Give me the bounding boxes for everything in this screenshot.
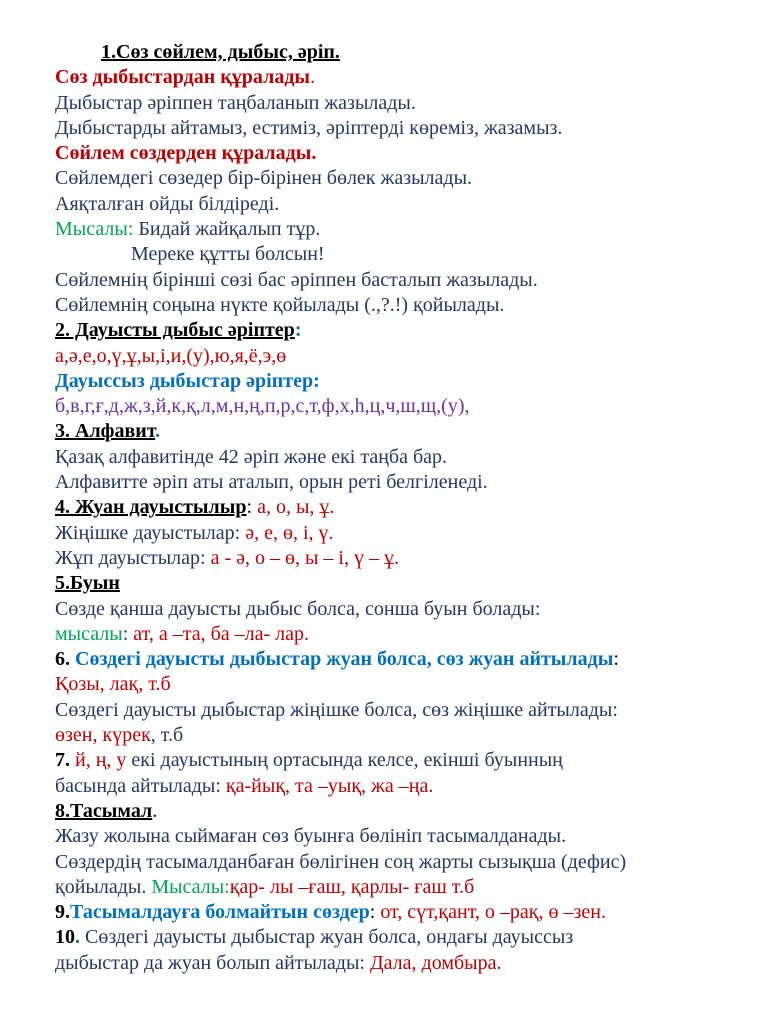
punctuation: . bbox=[155, 420, 161, 443]
section-7-number: 7. bbox=[55, 749, 75, 772]
rule-text: Сөз дыбыстардан құралады bbox=[55, 66, 311, 89]
section-5-example bbox=[55, 622, 748, 647]
punctuation: : bbox=[369, 901, 381, 924]
section-7-text: басында айтылады: bbox=[55, 774, 226, 797]
paired-vowels-label: Жұп дауыстылар: bbox=[55, 546, 211, 569]
section-1-line-2: Дыбыстар әріппен таңбаланып жазылады. bbox=[55, 91, 416, 114]
section-3-line-2: Алфавитте әріп аты аталып, орын реті белгіленеді. bbox=[55, 471, 488, 494]
punctuation: : bbox=[122, 622, 134, 645]
consonant-letters: б,в,г,ғ,д,ж,з,й,к,қ,л,м,н,ң,п,р,с,т,ф,х,һ,ц,ч,ш,щ,(у), bbox=[55, 395, 470, 418]
section-1-line-5: Сөйлемдегі сөзедер бір-бірінен бөлек жазылады. bbox=[55, 167, 473, 190]
section-7-letters: й, ң, у bbox=[75, 749, 127, 772]
section-1-line-6: Аяқталған ойды білдіреді. bbox=[55, 192, 280, 215]
example-text: ат, а –та, ба –ла- лар. bbox=[133, 622, 310, 645]
paired-vowels: а - ә, о – ө, ы – і, ү – ұ. bbox=[210, 546, 399, 569]
punctuation: . bbox=[310, 66, 316, 89]
section-3-heading bbox=[55, 419, 748, 444]
section-9-heading bbox=[55, 900, 748, 925]
hard-vowels: а, о, ы, ұ. bbox=[257, 496, 335, 519]
section-5-heading bbox=[55, 571, 748, 596]
soft-vowels-line bbox=[55, 521, 748, 546]
example-text: қа-йық, та –уық, жа –ңа. bbox=[225, 774, 434, 797]
section-2-title: 2. Дауысты дыбыс әріптер bbox=[55, 319, 295, 342]
section-6-example-1: Қозы, лақ, т.б bbox=[55, 673, 171, 696]
punctuation: : bbox=[246, 496, 258, 519]
section-1-line-3: Дыбыстарды айтамыз, естиміз, әріптерді көреміз, жазамыз. bbox=[55, 116, 563, 139]
section-8-line-2: Сөздердің тасымалданбаған бөлігінен соң жарты сызықша (дефис) bbox=[55, 850, 627, 873]
vowel-letters: а,ә,е,о,ү,ұ,ы,і,и,(у),ю,я,ё,э,ө bbox=[55, 344, 287, 367]
section-8-text: қойылады. bbox=[55, 875, 152, 898]
section-4-title: 4. Жуан дауыстылыр bbox=[55, 496, 247, 519]
section-1-line-4: Сөйлем сөздерден құралады. bbox=[55, 142, 317, 165]
section-3-line-1: Қазақ алфавитінде 42 әріп және екі таңба бар. bbox=[55, 445, 448, 468]
soft-vowels-label: Жіңішке дауыстылар: bbox=[55, 521, 246, 544]
section-7-text: екі дауыстының ортасында келсе, екінші буынның bbox=[126, 749, 563, 772]
section-6-title: Сөздегі дауысты дыбыстар жуан болса, сөз жуан айтылады bbox=[75, 648, 614, 671]
section-6-number: 6. bbox=[55, 648, 75, 671]
example-text: Дала, домбыра. bbox=[369, 951, 502, 974]
section-2-heading bbox=[55, 318, 748, 343]
example-text: Бидай жайқалып тұр. bbox=[133, 218, 321, 241]
section-6-example-2 bbox=[55, 723, 748, 748]
section-8-line-1: Жазу жолына сыймаған сөз буынға бөлініп тасымалданады. bbox=[55, 825, 567, 848]
example-text: от, сүт,қант, о –рақ, ө –зен. bbox=[380, 901, 607, 924]
example-label: Мысалы: bbox=[55, 218, 134, 241]
section-1-line-1 bbox=[55, 65, 748, 90]
section-9-title: Тасымалдауға болмайтын сөздер bbox=[70, 901, 370, 924]
example-label: Мысалы: bbox=[151, 875, 230, 898]
section-7-line-2 bbox=[55, 774, 748, 799]
section-1-line-8: Сөйлемнің соңына нүкте қойылады (.,?.!) қойылады. bbox=[55, 293, 505, 316]
section-10-line-1 bbox=[55, 925, 748, 950]
section-1-heading bbox=[55, 40, 748, 65]
section-4-heading bbox=[55, 495, 748, 520]
section-10-line-2 bbox=[55, 951, 748, 976]
section-1-example-2: Мереке құтты болсын! bbox=[131, 243, 325, 266]
punctuation: : bbox=[613, 648, 619, 671]
consonant-heading: Дауыссыз дыбыстар әріптер: bbox=[55, 369, 320, 392]
punctuation: : bbox=[294, 319, 302, 342]
section-10-text: Сөздегі дауысты дыбыстар жуан болса, ондағы дауыссыз bbox=[80, 926, 574, 949]
example-tail: , т.б bbox=[150, 724, 184, 747]
example-text: қар- лы –ғаш, қарлы- ғаш т.б bbox=[229, 875, 475, 898]
paired-vowels-line bbox=[55, 546, 748, 571]
section-8-line-3 bbox=[55, 875, 748, 900]
section-1-example-1 bbox=[55, 217, 748, 242]
section-8-heading bbox=[55, 799, 748, 824]
example-text: өзен, күрек bbox=[55, 724, 151, 747]
section-1-line-7: Сөйлемнің бірінші сөзі бас әріппен басталып жазылады. bbox=[55, 268, 538, 291]
section-8-title: 8.Тасымал bbox=[55, 799, 153, 822]
soft-vowels: ә, е, ө, і, ү. bbox=[245, 521, 334, 544]
section-10-text: дыбыстар да жуан болып айтылады: bbox=[55, 951, 370, 974]
section-1-title: 1.Сөз сөйлем, дыбыс, әріп. bbox=[101, 41, 340, 63]
section-6-heading bbox=[55, 647, 748, 672]
example-label: мысалы bbox=[55, 622, 123, 645]
punctuation: . bbox=[75, 926, 80, 949]
section-5-title: 5.Буын bbox=[55, 572, 120, 595]
section-10-number: 10 bbox=[55, 926, 75, 949]
section-5-line-1: Сөзде қанша дауысты дыбыс болса, сонша буын болады: bbox=[55, 597, 541, 620]
section-3-title: 3. Алфавит bbox=[55, 420, 156, 443]
section-7-line-1 bbox=[55, 748, 748, 773]
section-9-number: 9. bbox=[55, 901, 70, 924]
punctuation: . bbox=[152, 799, 158, 822]
section-6-line-2: Сөздегі дауысты дыбыстар жіңішке болса, сөз жіңішке айтылады: bbox=[55, 698, 618, 721]
